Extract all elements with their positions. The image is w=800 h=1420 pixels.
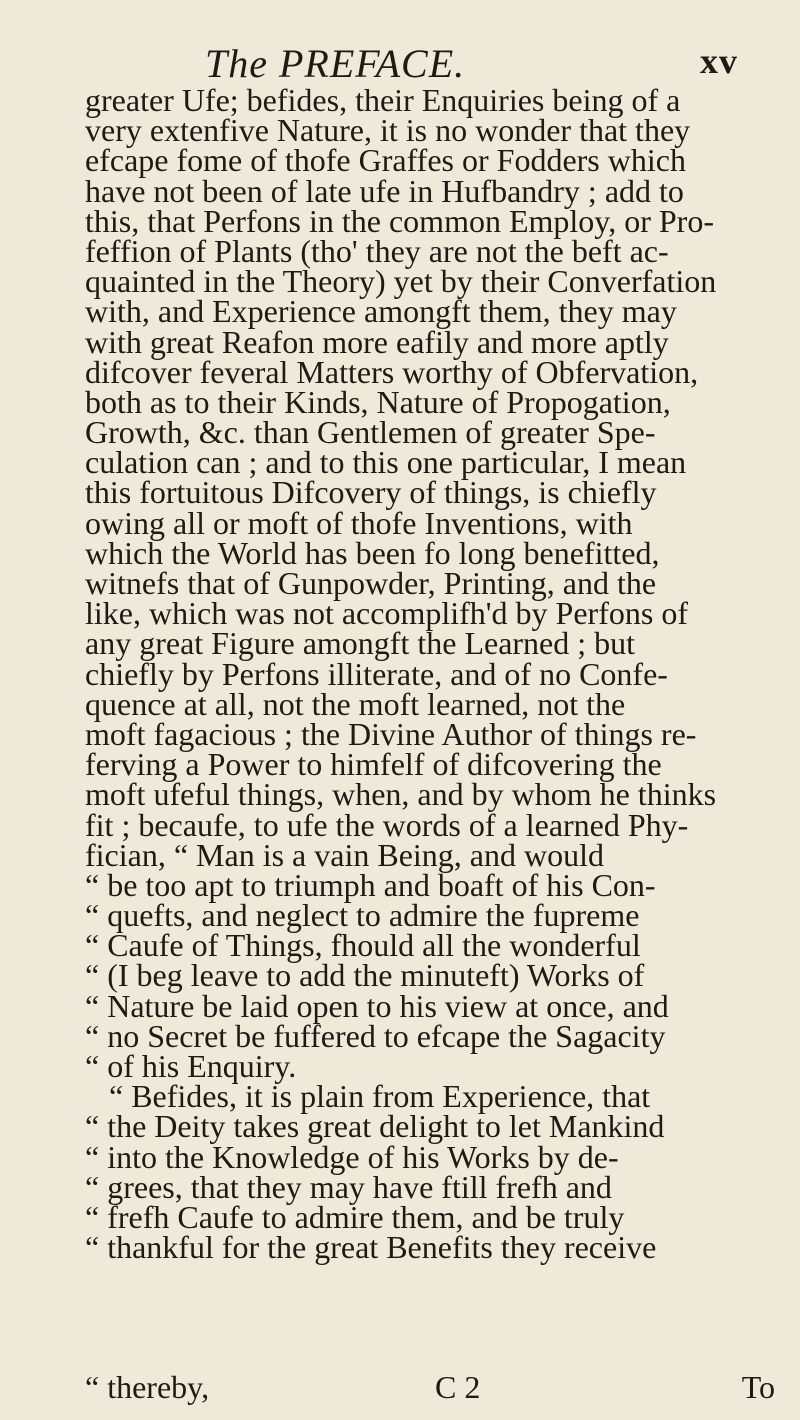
page-footer xyxy=(85,1369,775,1405)
text-line: have not been of late ufe in Hufbandry ; add to xyxy=(85,172,684,209)
text-line: quainted in the Theory) yet by their Converfation xyxy=(85,263,717,300)
text-line: “ Caufe of Things, fhould all the wonderful xyxy=(85,927,641,964)
text-line: owing all or moft of thofe Inventions, with xyxy=(85,504,633,541)
text-line: very extenfive Nature, it is no wonder that they xyxy=(85,112,691,149)
body-text xyxy=(85,82,775,1266)
catchword: To xyxy=(741,1369,775,1405)
text-line: “ frefh Caufe to admire them, and be truly xyxy=(85,1198,625,1235)
text-line: fician, “ Man is a vain Being, and would xyxy=(85,836,604,873)
text-line: culation can ; and to this one particular, I mean xyxy=(85,444,687,481)
page-number: xv xyxy=(700,41,738,81)
text-line: witnefs that of Gunpowder, Printing, and the xyxy=(85,565,657,601)
text-line: which the World has been fo long benefitted, xyxy=(85,534,660,571)
text-line: feffion of Plants (tho' they are not the beft ac- xyxy=(85,232,669,269)
text-line: quence at all, not the moft learned, not the xyxy=(85,685,626,722)
signature-mark: C 2 xyxy=(435,1369,481,1405)
text-line: moft ufeful things, when, and by whom he thinks xyxy=(85,776,717,813)
text-line: fit ; becaufe, to ufe the words of a learned Phy- xyxy=(85,806,689,843)
text-line: “ Nature be laid open to his view at once, and xyxy=(85,987,669,1024)
text-line: both as to their Kinds, Nature of Propogation, xyxy=(85,383,671,420)
text-line: “ of his Enquiry. xyxy=(85,1048,297,1084)
text-line: “ Befides, it is plain from Experience, that xyxy=(85,1078,651,1115)
text-line: moft fagacious ; the Divine Author of things re- xyxy=(85,715,697,752)
text-line: “ thankful for the great Benefits they receive xyxy=(85,1229,657,1266)
text-line: with great Reafon more eafily and more aptly xyxy=(85,323,669,360)
text-line: like, which was not accomplifh'd by Perfons of xyxy=(85,595,688,632)
text-line: ferving a Power to himfelf of difcovering the xyxy=(85,746,662,783)
text-line: chiefly by Perfons illiterate, and of no Confe- xyxy=(85,655,668,692)
text-line: this, that Perfons in the common Employ, or Pro- xyxy=(85,202,714,239)
text-line: any great Figure amongft the Learned ; but xyxy=(85,625,636,662)
text-line: Growth, &c. than Gentlemen of greater Spe- xyxy=(85,414,656,451)
running-head: The PREFACE. xyxy=(205,41,466,86)
text-line: “ (I beg leave to add the minuteft) Works of xyxy=(85,957,645,994)
text-line: efcape fome of thofe Graffes or Fodders which xyxy=(85,142,686,179)
text-line: difcover feveral Matters worthy of Obfervation, xyxy=(85,353,699,390)
text-line: “ be too apt to triumph and boaft of his Con- xyxy=(85,866,656,903)
text-line: “ the Deity takes great delight to let Mankind xyxy=(85,1108,665,1145)
text-line: “ no Secret be fuffered to efcape the Sagacity xyxy=(85,1017,666,1054)
text-line: with, and Experience amongft them, they may xyxy=(85,293,677,330)
text-line: “ grees, that they may have ftill frefh and xyxy=(85,1168,612,1205)
text-line: this fortuitous Difcovery of things, is chiefly xyxy=(85,474,657,511)
text-line: “ into the Knowledge of his Works by de- xyxy=(85,1138,619,1175)
text-line: “ thereby, xyxy=(85,1369,210,1405)
text-line: “ quefts, and neglect to admire the fupreme xyxy=(85,897,640,934)
text-line: greater Ufe; befides, their Enquiries being of a xyxy=(85,82,681,118)
